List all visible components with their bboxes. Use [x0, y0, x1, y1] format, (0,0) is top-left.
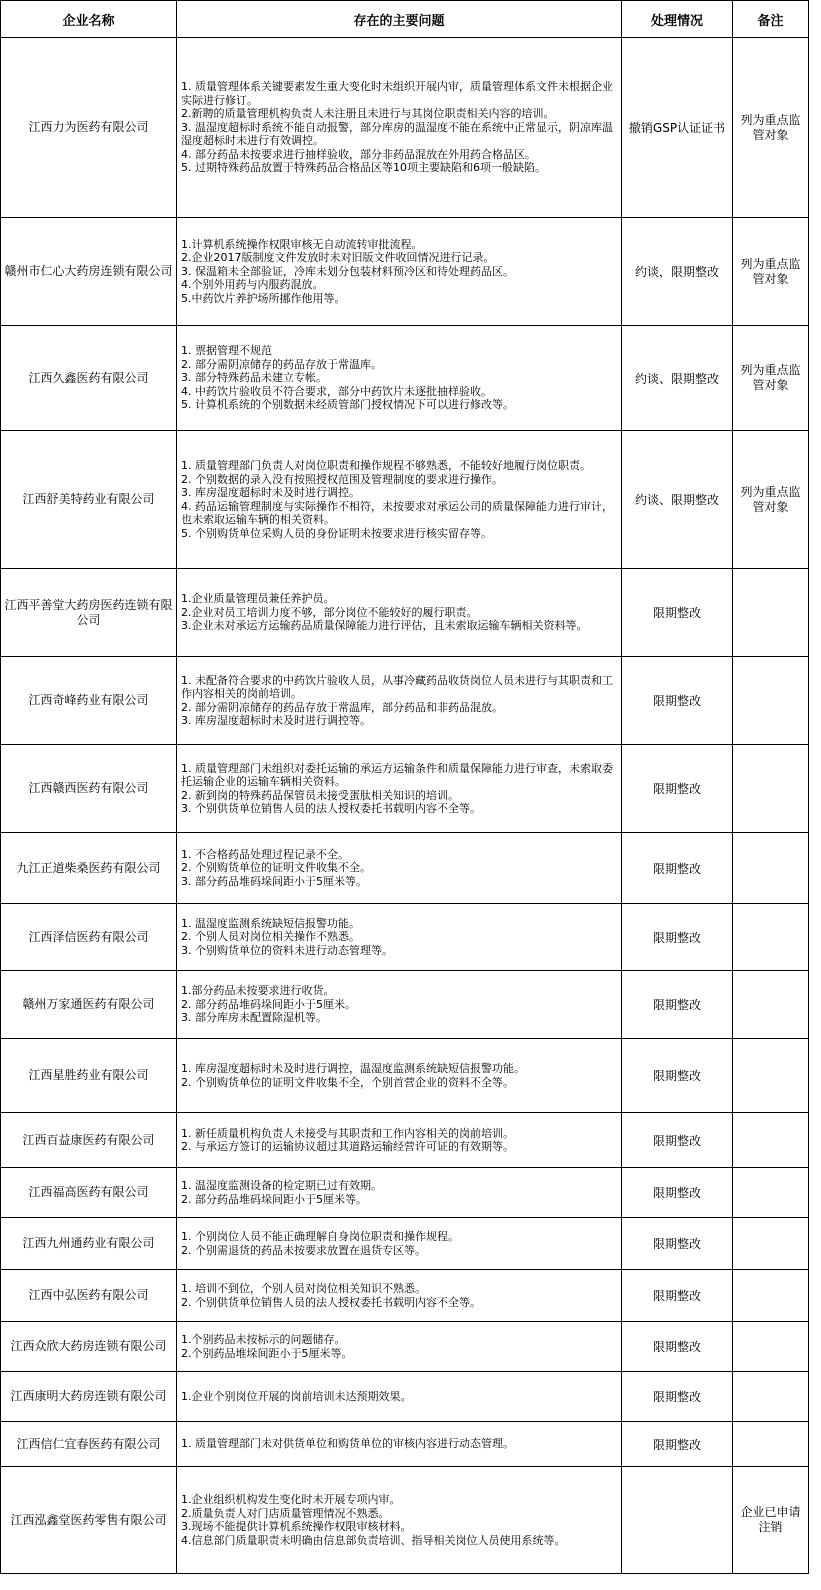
- table-row: [1, 1218, 809, 1270]
- issue-item: 3. 部分库房未配置除湿机等。: [181, 1011, 327, 1025]
- action-cell: 限期整改: [622, 657, 733, 745]
- issue-item: 3. 个别购货单位的资料未进行动态管理等。: [181, 943, 393, 957]
- issue-item: 2. 个别供货单位销售人员的法人授权委托书载明内容不全等。: [181, 1295, 481, 1309]
- company-name: 江西平善堂大药房医药连锁有限公司: [1, 569, 177, 657]
- action-cell: 撤销GSP认证证书: [622, 38, 733, 218]
- company-name: 江西九州通药业有限公司: [1, 1218, 177, 1270]
- table-row: [1, 218, 809, 326]
- remark-cell: [733, 745, 809, 833]
- issues-cell: [177, 38, 622, 218]
- remark-cell: 列为重点监管对象: [733, 38, 809, 218]
- action-cell: 限期整改: [622, 833, 733, 904]
- action-cell: 限期整改: [622, 1422, 733, 1467]
- issue-item: 2. 个别人员对岗位相关操作不熟悉。: [181, 930, 360, 944]
- table-row: [1, 971, 809, 1039]
- action-cell: 限期整改: [622, 1322, 733, 1372]
- issue-item: 4. 药品运输管理制度与实际操作不相符，未按要求对承运公司的质量保障能力进行审计，也未索取运输车辆的相关资料。: [181, 499, 613, 526]
- action-cell: 限期整改: [622, 1372, 733, 1422]
- remark-cell: [733, 1422, 809, 1467]
- remark-cell: [733, 833, 809, 904]
- issue-item: 1. 温湿度监测设备的检定期已过有效期。: [181, 1179, 382, 1192]
- header-company: 企业名称: [1, 1, 177, 38]
- table-row: [1, 1039, 809, 1113]
- table-row: [1, 431, 809, 569]
- issues-cell: [177, 326, 622, 431]
- issue-item: 5.中药饮片养护场所挪作他用等。: [181, 291, 346, 305]
- issue-item: 5. 个别购货单位采购人员的身份证明未按要求进行核实留存等。: [181, 526, 492, 540]
- issue-item: 2. 个别需退货的药品未按要求放置在退货专区等。: [181, 1243, 426, 1257]
- issues-cell: [177, 1270, 622, 1322]
- action-cell: 限期整改: [622, 569, 733, 657]
- header-action: 处理情况: [622, 1, 733, 38]
- issue-item: 2.质量负责人对门店质量管理情况不熟悉。: [181, 1506, 390, 1520]
- issues-cell: [177, 1039, 622, 1113]
- issue-item: 2. 部分药品堆码垛间距小于5厘米等。: [181, 1192, 367, 1206]
- issue-item: 2.企业2017版制度文件发放时未对旧版文件收回情况进行记录。: [181, 251, 495, 265]
- table-row: [1, 1372, 809, 1422]
- remark-cell: [733, 1322, 809, 1372]
- remark-cell: [733, 971, 809, 1039]
- remark-cell: [733, 1270, 809, 1322]
- issue-item: 5. 过期特殊药品放置于特殊药品合格品区等10项主要缺陷和6项一般缺陷。: [181, 161, 546, 175]
- issue-item: 2. 与承运方签订的运输协议超过其道路运输经营许可证的有效期等。: [181, 1140, 514, 1153]
- company-name: 江西星胜药业有限公司: [1, 1039, 177, 1113]
- issue-item: 4. 部分药品未按要求进行抽样验收，部分非药品混放在外用药合格品区。: [181, 147, 536, 161]
- issue-item: 2. 个别数据的录入没有按照授权范围及管理制度的要求进行操作。: [181, 472, 503, 486]
- issue-item: 1.计算机系统操作权限审核无自动流转审批流程。: [181, 237, 423, 251]
- remark-cell: 列为重点监管对象: [733, 326, 809, 431]
- issue-item: 3.企业未对承运方运输药品质量保障能力进行评估，且未索取运输车辆相关资料等。: [181, 619, 588, 633]
- remark-cell: [733, 1372, 809, 1422]
- remark-cell: [733, 1039, 809, 1113]
- header-row: [1, 1, 809, 38]
- remark-cell: 列为重点监管对象: [733, 218, 809, 326]
- issue-item: 1. 库房湿度超标时未及时进行调控，温湿度监测系统缺短信报警功能。: [181, 1062, 525, 1075]
- action-cell: 限期整改: [622, 745, 733, 833]
- remark-cell: [733, 904, 809, 971]
- company-name: 江西舒美特药业有限公司: [1, 431, 177, 569]
- issues-cell: [177, 1467, 622, 1574]
- action-cell: 限期整改: [622, 971, 733, 1039]
- company-name: 江西泽信医药有限公司: [1, 904, 177, 971]
- issue-item: 2. 部分药品堆码垛间距小于5厘米。: [181, 997, 356, 1011]
- issue-item: 1. 未配备符合要求的中药饮片验收人员，从事冷藏药品收货岗位人员未进行与其职责和工作内容相关的岗前培训。: [181, 673, 613, 700]
- issue-item: 4. 中药饮片验收员不符合要求，部分中药饮片未逐批抽样验收。: [181, 384, 492, 398]
- company-name: 江西福高医药有限公司: [1, 1168, 177, 1218]
- issue-item: 1. 温湿度监测系统缺短信报警功能。: [181, 916, 360, 930]
- issue-item: 1.企业组织机构发生变化时未开展专项内审。: [181, 1493, 401, 1506]
- issues-cell: [177, 904, 622, 971]
- remark-cell: [733, 657, 809, 745]
- issue-item: 1.部分药品未按要求进行收货。: [181, 984, 335, 998]
- remark-cell: [733, 569, 809, 657]
- table-row: [1, 1168, 809, 1218]
- issues-cell: [177, 745, 622, 833]
- action-cell: 约谈，限期整改: [622, 218, 733, 326]
- table-row: [1, 569, 809, 657]
- issues-cell: [177, 218, 622, 326]
- issue-item: 2.企业对员工培训力度不够，部分岗位不能较好的履行职责。: [181, 605, 478, 619]
- issues-cell: [177, 833, 622, 904]
- table-row: [1, 833, 809, 904]
- table-row: [1, 1322, 809, 1372]
- company-name: 江西奇峰药业有限公司: [1, 657, 177, 745]
- issues-cell: [177, 657, 622, 745]
- table-row: [1, 657, 809, 745]
- issue-item: 1. 质量管理体系关键要素发生重大变化时未组织开展内审，质量管理体系文件未根据企业实际进行修订。: [181, 80, 613, 107]
- issues-cell: [177, 1113, 622, 1168]
- issue-item: 3. 个别供货单位销售人员的法人授权委托书载明内容不全等。: [181, 802, 481, 815]
- issue-item: 3. 库房湿度超标时未及时进行调控等。: [181, 714, 371, 727]
- table-row: [1, 326, 809, 431]
- issue-item: 3. 保温箱未全部验证，冷库未划分包装材料预冷区和待处理药品区。: [181, 264, 514, 278]
- issue-item: 1. 培训不到位，个别人员对岗位相关知识不熟悉。: [181, 1282, 426, 1295]
- header-remark: 备注: [733, 1, 809, 38]
- action-cell: 约谈、限期整改: [622, 431, 733, 569]
- issues-cell: [177, 1218, 622, 1270]
- company-name: 江西众欣大药房连锁有限公司: [1, 1322, 177, 1372]
- issue-item: 1. 质量管理部门未组织对委托运输的承运方运输条件和质量保障能力进行审查，未索取委托运输企业的运输车辆相关资料。: [181, 761, 613, 788]
- action-cell: 限期整改: [622, 1039, 733, 1113]
- table-row: [1, 904, 809, 971]
- table-row: [1, 1422, 809, 1467]
- issue-item: 3. 部分药品堆码垛间距小于5厘米等。: [181, 874, 367, 888]
- action-cell: 限期整改: [622, 1168, 733, 1218]
- issue-item: 1.企业个别岗位开展的岗前培训未达预期效果。: [181, 1389, 412, 1403]
- action-cell: 限期整改: [622, 1218, 733, 1270]
- action-cell: 约谈、限期整改: [622, 326, 733, 431]
- company-name: 赣州市仁心大药房连锁有限公司: [1, 218, 177, 326]
- company-name: 江西百益康医药有限公司: [1, 1113, 177, 1168]
- company-name: 江西康明大药房连锁有限公司: [1, 1372, 177, 1422]
- company-name: 江西信仁宜春医药有限公司: [1, 1422, 177, 1467]
- table-row: [1, 1270, 809, 1322]
- issue-item: 1. 质量管理部门负责人对岗位职责和操作规程不够熟悉，不能较好地履行岗位职责。: [181, 459, 591, 472]
- issues-cell: [177, 1168, 622, 1218]
- remark-cell: [733, 1218, 809, 1270]
- company-name: 九江正道柴桑医药有限公司: [1, 833, 177, 904]
- issue-item: 2.个别药品堆垛间距小于5厘米等。: [181, 1346, 353, 1360]
- issue-item: 1.企业质量管理员兼任养护员。: [181, 592, 335, 606]
- issues-cell: [177, 1372, 622, 1422]
- table-row: [1, 1113, 809, 1168]
- action-cell: 限期整改: [622, 904, 733, 971]
- issue-item: 2. 个别购货单位的证明文件收集不全。: [181, 861, 371, 875]
- issue-item: 5. 计算机系统的个别数据未经质管部门授权情况下可以进行修改等。: [181, 398, 514, 412]
- issue-item: 2. 新到岗的特殊药品保管员未接受蛋肽相关知识的培训。: [181, 788, 459, 802]
- company-name: 赣州万家通医药有限公司: [1, 971, 177, 1039]
- table-body: [1, 38, 809, 1574]
- issue-item: 1. 票据管理不规范: [181, 344, 272, 358]
- remark-cell: 列为重点监管对象: [733, 431, 809, 569]
- issue-item: 1. 个别岗位人员不能正确理解自身岗位职责和操作规程。: [181, 1230, 459, 1243]
- table-row: [1, 38, 809, 218]
- table-row: [1, 1467, 809, 1574]
- company-name: 江西赣西医药有限公司: [1, 745, 177, 833]
- remark-cell: 企业已申请注销: [733, 1467, 809, 1574]
- issues-cell: [177, 971, 622, 1039]
- action-cell: [622, 1467, 733, 1574]
- issue-item: 1. 新任质量机构负责人未接受与其职责和工作内容相关的岗前培训。: [181, 1126, 514, 1140]
- issue-item: 2.新聘的质量管理机构负责人未注册且未进行与其岗位职责相关内容的培训。: [181, 107, 555, 121]
- issues-cell: [177, 1422, 622, 1467]
- issue-item: 4.信息部门质量职责未明确由信息部负责培训、指导相关岗位人员使用系统等。: [181, 1533, 566, 1547]
- issue-item: 1. 不合格药品处理过程记录不全。: [181, 847, 349, 861]
- action-cell: 限期整改: [622, 1270, 733, 1322]
- issues-cell: [177, 1322, 622, 1372]
- issue-item: 1. 质量管理部门未对供货单位和购货单位的审核内容进行动态管理。: [181, 1437, 514, 1451]
- issue-item: 4.个别外用药与内服药混放。: [181, 278, 324, 292]
- remark-cell: [733, 1168, 809, 1218]
- header-issues: 存在的主要问题: [177, 1, 622, 38]
- issue-item: 2. 部分需阴凉储存的药品存放于常温库，部分药品和非药品混放。: [181, 700, 503, 714]
- issues-cell: [177, 569, 622, 657]
- issue-item: 1.个别药品未按标示的问题储存。: [181, 1333, 346, 1346]
- issue-item: 3. 温湿度超标时系统不能自动报警，部分库房的温湿度不能在系统中正常显示，阴凉库温湿度超标时未进行有效调控。: [181, 120, 613, 148]
- remark-cell: [733, 1113, 809, 1168]
- issues-cell: [177, 431, 622, 569]
- issue-item: 3.现场不能提供计算机系统操作权限审核材料。: [181, 1520, 412, 1533]
- issue-item: 3. 库房湿度超标时未及时进行调控。: [181, 486, 360, 499]
- company-name: 江西久鑫医药有限公司: [1, 326, 177, 431]
- issue-item: 3. 部分特殊药品未建立专帐。: [181, 371, 327, 385]
- action-cell: 限期整改: [622, 1113, 733, 1168]
- issue-item: 2. 个别购货单位的证明文件收集不全，个别首营企业的资料不全等。: [181, 1075, 514, 1089]
- company-name: 江西力为医药有限公司: [1, 38, 177, 218]
- issue-item: 2. 部分需阴凉储存的药品存放于常温库。: [181, 357, 382, 371]
- company-name: 江西中弘医药有限公司: [1, 1270, 177, 1322]
- company-name: 江西泓鑫堂医药零售有限公司: [1, 1467, 177, 1574]
- table-row: [1, 745, 809, 833]
